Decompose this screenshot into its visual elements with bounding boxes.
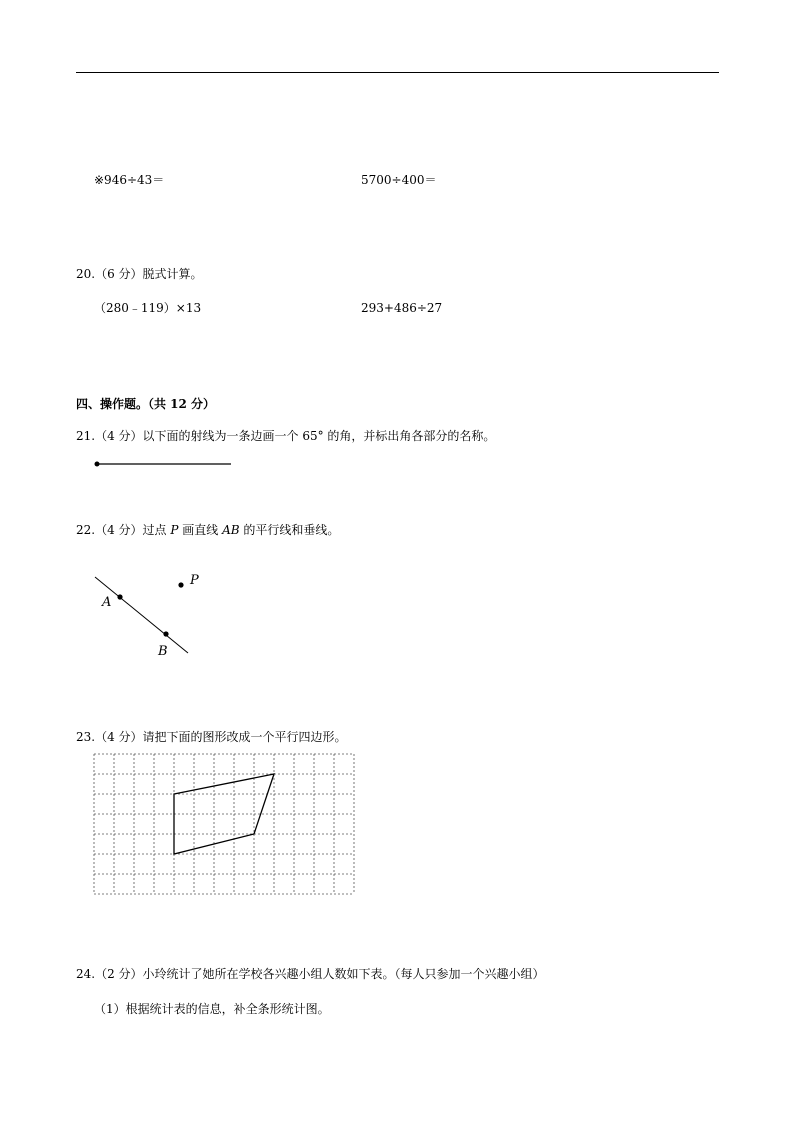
problem-22-prefix: 22.（4 分）过点 xyxy=(76,523,171,537)
point-p-ref: P xyxy=(170,523,179,537)
label-p: P xyxy=(190,573,199,588)
line-ab-ref: AB xyxy=(222,523,240,537)
expr-5700-div-400: 5700÷400＝ xyxy=(361,173,437,187)
expr-293-plus-486-div-27: 293+486÷27 xyxy=(361,301,443,315)
problem-22-suffix: 的平行线和垂线。 xyxy=(239,523,340,537)
problem-23-text: 23.（4 分）请把下面的图形改成一个平行四边形。 xyxy=(76,730,347,744)
problem-24-text: 24.（2 分）小玲统计了她所在学校各兴趣小组人数如下表。（每人只参加一个兴趣小组） xyxy=(76,967,545,981)
expr-946-div-43: ※946÷43＝ xyxy=(94,173,165,187)
expr-280-minus-119-times-13: （280﹣119）×13 xyxy=(94,301,202,315)
label-b: B xyxy=(158,644,168,659)
problem-20-heading: 20.（6 分）脱式计算。 xyxy=(76,267,203,281)
problem-22-mid: 画直线 xyxy=(178,523,223,537)
label-a: A xyxy=(102,595,112,610)
problem-24-sub-1: （1）根据统计表的信息，补全条形统计图。 xyxy=(94,1002,330,1016)
problem-21-text: 21.（4 分）以下面的射线为一条边画一个 65° 的角，并标出角各部分的名称。 xyxy=(76,429,496,443)
section-4-heading: 四、操作题。（共 12 分） xyxy=(76,397,216,411)
